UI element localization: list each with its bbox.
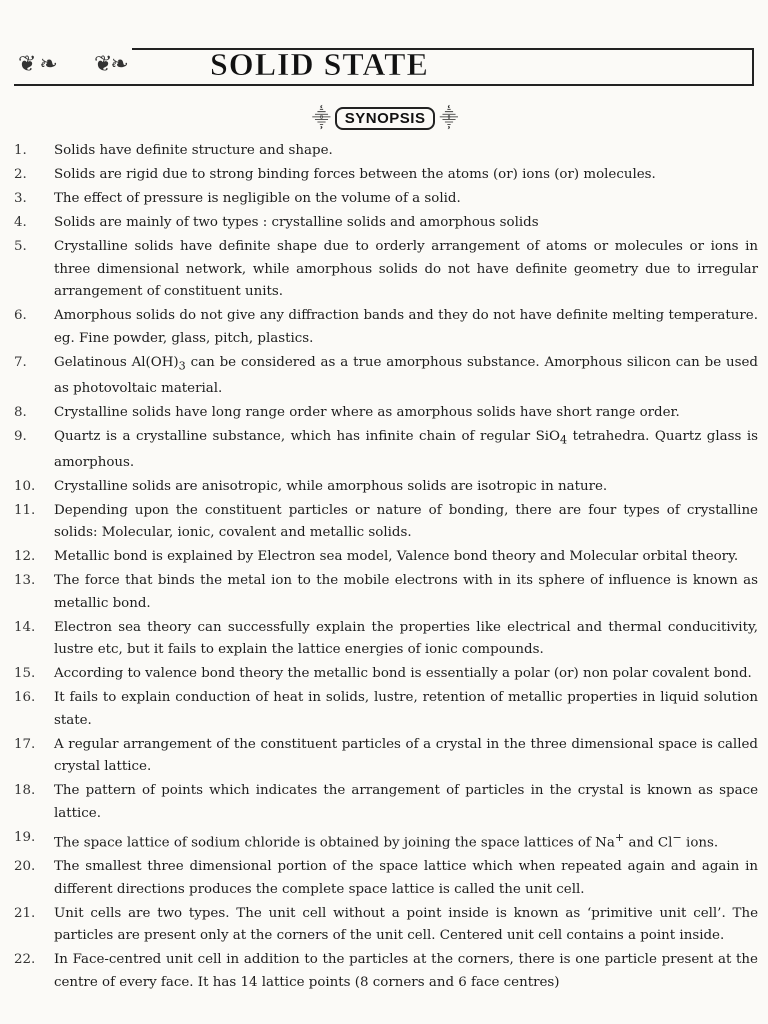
item-number: 4.: [14, 215, 27, 230]
item-number: 13.: [14, 573, 36, 589]
item-number: 18.: [14, 783, 36, 799]
header-rule: [14, 84, 754, 86]
item-text: Crystalline solids have long range order where as amorphous solids have short range order.: [54, 404, 680, 420]
list-item: [14, 188, 758, 211]
list-item: [14, 734, 758, 779]
list-item: [14, 305, 758, 350]
item-number: 21.: [14, 905, 36, 921]
list-item: [14, 476, 758, 499]
item-text: In Face-centred unit cell in addition to the particles at the corners, there is one particle present at the centre of every face. It has 14 lattice points (8 corners and 6 face centres): [54, 952, 758, 990]
item-text: It fails to explain conduction of heat in solids, lustre, retention of metallic properties in liquid solution state.: [54, 690, 758, 728]
list-item: [14, 903, 758, 948]
item-number: 16.: [14, 690, 36, 706]
item-number: 15.: [14, 666, 36, 682]
item-number: 8.: [14, 404, 27, 420]
list-item: [14, 164, 758, 187]
item-number: 20.: [14, 859, 36, 875]
item-text: According to valence bond theory the metallic bond is essentially a polar (or) non polar covalent bond.: [54, 666, 752, 682]
list-item: [14, 570, 758, 615]
floral-ornament-icon: ❦ ❧: [18, 51, 56, 77]
item-text: Gelatinous $Al(OH)_3$ can be considered as a true amorphous substance. Amorphous silicon can be used as photovoltaic material.: [54, 354, 759, 396]
item-number: 1.: [14, 143, 27, 158]
floral-ornament-icon: ❦❧: [94, 51, 127, 77]
item-number: 22.: [14, 952, 36, 968]
item-text: Solids are mainly of two types : crystalline solids and amorphous solids: [54, 215, 539, 230]
item-number: 14.: [14, 619, 36, 635]
item-number: 7.: [14, 354, 27, 370]
item-text: Solids have definite structure and shape.: [54, 143, 333, 158]
item-number: 11.: [14, 502, 36, 518]
item-text: Metallic bond is explained by Electron sea model, Valence bond theory and Molecular orbital theory.: [54, 549, 739, 565]
page-header: [14, 44, 754, 88]
list-item: [14, 140, 758, 163]
item-number: 12.: [14, 549, 36, 565]
item-number: 2.: [14, 167, 27, 182]
item-text: Depending upon the constituent particles or nature of bonding, there are four types of crystalline solids: Molecular, ionic, covalent and metallic solids.: [54, 502, 758, 541]
list-item: [14, 352, 758, 401]
item-text: Electron sea theory can successfully explain the properties like electrical and thermal conducitivity, lustre etc, but it fails to explain the lattice energies of ionic compounds.: [54, 619, 758, 658]
item-text: Crystalline solids are anisotropic, while amorphous solids are isotropic in nature.: [54, 478, 608, 494]
item-text: The pattern of points which indicates the arrangement of particles in the crystal is known as space lattice.: [54, 783, 758, 821]
page-title: SOLID STATE: [210, 46, 429, 82]
synopsis-heading: [312, 104, 458, 132]
list-item: [14, 212, 758, 235]
item-text: Unit cells are two types. The unit cell without a point inside is known as ‘primitive unit cell’. The particles are present only at the corners of the unit cell. Centered unit cell contains a point inside.: [54, 905, 758, 944]
item-number: 5.: [14, 239, 27, 254]
item-number: 3.: [14, 191, 27, 206]
list-item: [14, 949, 758, 994]
list-item: [14, 546, 758, 569]
flourish-icon: ⸎: [439, 108, 459, 129]
list-item: [14, 856, 758, 901]
item-text: The effect of pressure is negligible on the volume of a solid.: [54, 191, 461, 206]
item-number: 9.: [14, 428, 27, 444]
synopsis-label: SYNOPSIS: [335, 107, 436, 130]
list-item: [14, 663, 758, 686]
list-item: [14, 426, 758, 475]
synopsis-list: [14, 140, 758, 996]
list-item: [14, 500, 758, 545]
item-text: Amorphous solids do not give any diffraction bands and they do not have definite melting temperature. eg. Fine powder, glass, pitch, plastics.: [54, 308, 758, 346]
item-text: Crystalline solids have definite shape due to orderly arrangement of atoms or molecules or ions in three dimensional network, while amorphous solids do not have definite geometry due to irregular arrangement of constituent units.: [54, 239, 758, 299]
list-item: [14, 780, 758, 825]
list-item: [14, 827, 758, 855]
item-text: A regular arrangement of the constituent particles of a crystal in the three dimensional space is called crystal lattice.: [54, 736, 758, 775]
item-text: The force that binds the metal ion to the mobile electrons with in its sphere of influence is known as metallic bond.: [54, 573, 758, 611]
item-text: The smallest three dimensional portion of the space lattice which when repeated again and again in different directions produces the complete space lattice is called the unit cell.: [54, 859, 758, 897]
flourish-icon: ⸎: [312, 108, 331, 129]
item-text: The space lattice of sodium chloride is obtained by joining the space lattices of Na+ and Cl− ions.: [54, 830, 719, 851]
item-number: 19.: [14, 829, 36, 845]
item-number: 6.: [14, 308, 27, 323]
list-item: [14, 617, 758, 662]
item-text: Quartz is a crystalline substance, which has infinite chain of regular SiO$_4$ tetrahedra. Quartz glass is amorphous.: [54, 428, 758, 470]
list-item: [14, 402, 758, 425]
list-item: [14, 687, 758, 732]
list-item: [14, 236, 758, 304]
item-text: Solids are rigid due to strong binding forces between the atoms (or) ions (or) molecules.: [54, 167, 656, 182]
item-number: 17.: [14, 736, 36, 752]
item-number: 10.: [14, 478, 36, 494]
